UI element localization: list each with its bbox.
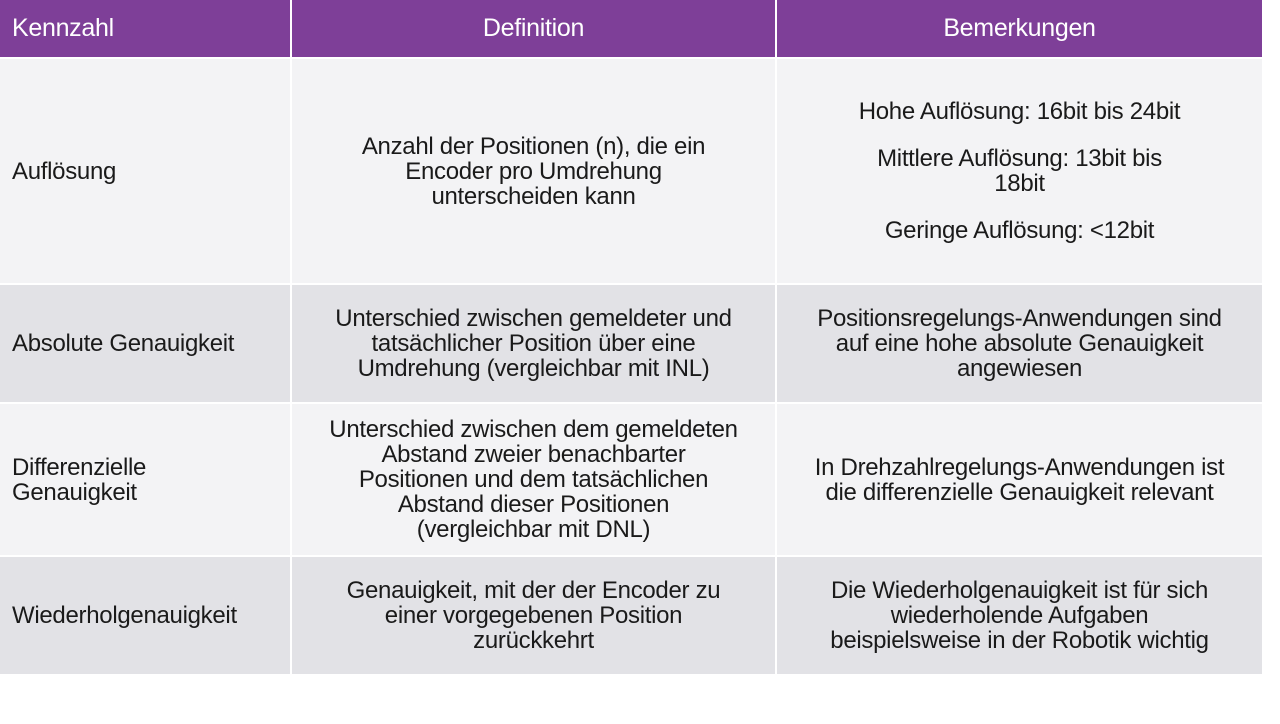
text-line: einer vorgegebenen Position [384,602,683,629]
text-line: Wiederholgenauigkeit [12,602,237,629]
cell-definition [291,403,776,556]
cell-bemerkungen [776,284,1262,403]
cell-bemerkungen [776,556,1262,674]
cell-kennzahl [0,556,291,674]
text-line: tatsächlicher Position über eine [371,330,696,357]
text-line: unterscheiden kann [431,182,636,210]
header-bemerkungen: Bemerkungen [776,0,1262,58]
table-header-row [0,0,1262,58]
text-line: Anzahl der Positionen (n), die ein [361,132,706,160]
text-line: Genauigkeit, mit der der Encoder zu [346,577,721,604]
text-line: In Drehzahlregelungs-Anwendungen ist [814,453,1225,481]
cell-bemerkungen [776,403,1262,556]
text-line: Die Wiederholgenauigkeit ist für sich [830,577,1209,604]
text-line: Absolute Genauigkeit [12,330,235,357]
cell-definition [291,556,776,674]
cell-kennzahl [0,284,291,403]
text-line: zurückkehrt [473,627,594,654]
header-definition: Definition [291,0,776,58]
table-row-wiederholgenauigkeit [0,556,1262,674]
text-line: 18bit [994,170,1045,197]
text-line: Positionsregelungs-Anwendungen sind [817,305,1222,332]
cell-definition [291,284,776,403]
table-row-differenzielle-genauigkeit [0,403,1262,556]
text-line: Auflösung [12,157,117,185]
cell-kennzahl [0,58,291,284]
table-row-absolute-genauigkeit [0,284,1262,403]
text-line: Geringe Auflösung: <12bit [884,217,1155,244]
text-line: Encoder pro Umdrehung [405,157,662,185]
text-line: auf eine hohe absolute Genauigkeit [835,330,1204,357]
text-line: Umdrehung (vergleichbar mit INL) [357,355,710,382]
text-line: die differenzielle Genauigkeit relevant [825,478,1214,506]
text-line: beispielsweise in der Robotik wichtig [830,627,1209,654]
text-line: Abstand zweier benachbarter [381,441,686,468]
text-line: Unterschied zwischen dem gemeldeten [329,416,738,443]
text-line: Differenzielle [12,453,147,481]
table-row-aufloesung [0,58,1262,284]
remark-paragraph [785,218,1254,243]
text-line: Mittlere Auflösung: 13bit bis [877,145,1162,172]
text-line: wiederholende Aufgaben [890,602,1149,629]
text-line: Unterschied zwischen gemeldeter und [335,305,732,332]
text-line: Positionen und dem tatsächlichen [358,466,709,493]
header-kennzahl: Kennzahl [0,0,291,58]
remark-paragraph [785,99,1254,124]
text-line: Hohe Auflösung: 16bit bis 24bit [858,98,1181,125]
cell-bemerkungen [776,58,1262,284]
text-line: angewiesen [956,355,1083,382]
text-line: Genauigkeit [12,478,137,506]
cell-definition [291,58,776,284]
cell-kennzahl [0,403,291,556]
text-line: (vergleichbar mit DNL) [416,516,651,543]
remark-paragraph [785,146,1254,196]
text-line: Abstand dieser Positionen [397,491,670,518]
